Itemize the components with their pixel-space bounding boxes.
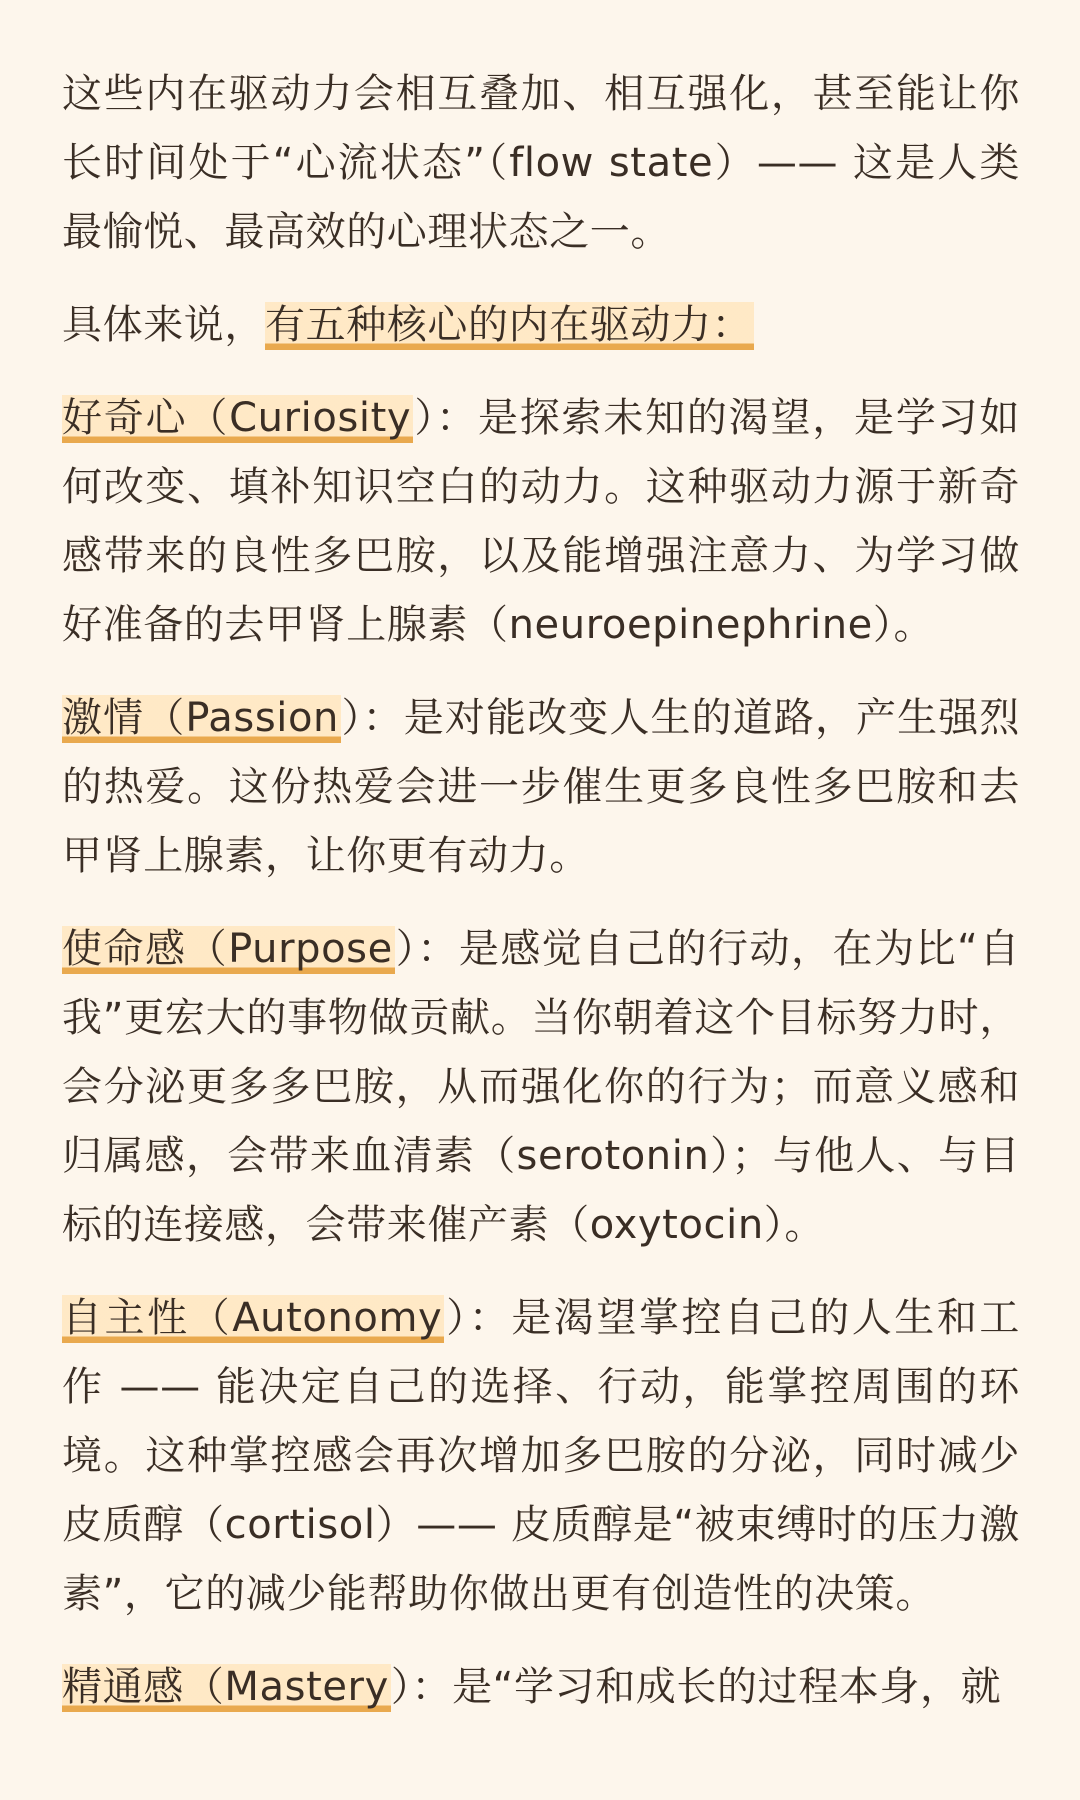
lead-paragraph [62, 291, 1020, 360]
drive-passion [62, 684, 1020, 891]
drive-description: ）：是感觉自己的行动，在为比“自我”更宏大的事物做贡献。当你朝着这个目标努力时，会分泌更多多巴胺，从而强化你的行为；而意义感和归属感，会带来血清素（serotonin）；与他人、与目标的连接感，会带来催产素（oxytocin）。 [62, 926, 1020, 1248]
drive-description: ）：是渴望掌控自己的人生和工作 —— 能决定自己的选择、行动，能掌控周围的环境。这种掌控感会再次增加多巴胺的分泌，同时减少皮质醇（cortisol）—— 皮质醇是“被束缚时的压力激素”，它的减少能帮助你做出更有创造性的决策。 [62, 1295, 1020, 1617]
lead-highlight: 有五种核心的内在驱动力： [265, 302, 753, 348]
drive-purpose [62, 915, 1020, 1260]
drive-term: 使命感（Purpose [62, 926, 393, 972]
intro-text: 这些内在驱动力会相互叠加、相互强化，甚至能让你长时间处于“心流状态”（flow state）—— 这是人类最愉悦、最高效的心理状态之一。 [62, 71, 1020, 255]
drive-mastery [62, 1653, 1020, 1722]
lead-prefix: 具体来说， [62, 302, 265, 348]
drive-term: 好奇心（Curiosity [62, 395, 412, 441]
drive-curiosity [62, 384, 1020, 660]
drive-term: 自主性（Autonomy [62, 1295, 443, 1341]
intro-paragraph [62, 60, 1020, 267]
drive-description: ）：是“学习和成长的过程本身，就 [390, 1664, 1002, 1710]
drive-term: 精通感（Mastery [62, 1664, 389, 1710]
drive-autonomy [62, 1284, 1020, 1629]
drive-description: ）：是探索未知的渴望，是学习如何改变、填补知识空白的动力。这种驱动力源于新奇感带来的良性多巴胺，以及能增强注意力、为学习做好准备的去甲肾上腺素（neuroepinephrine）。 [62, 395, 1021, 648]
drive-term: 激情（Passion [62, 695, 340, 741]
drive-description: ）：是对能改变人生的道路，产生强烈的热爱。这份热爱会进一步催生更多良性多巴胺和去甲肾上腺素，让你更有动力。 [62, 695, 1021, 879]
